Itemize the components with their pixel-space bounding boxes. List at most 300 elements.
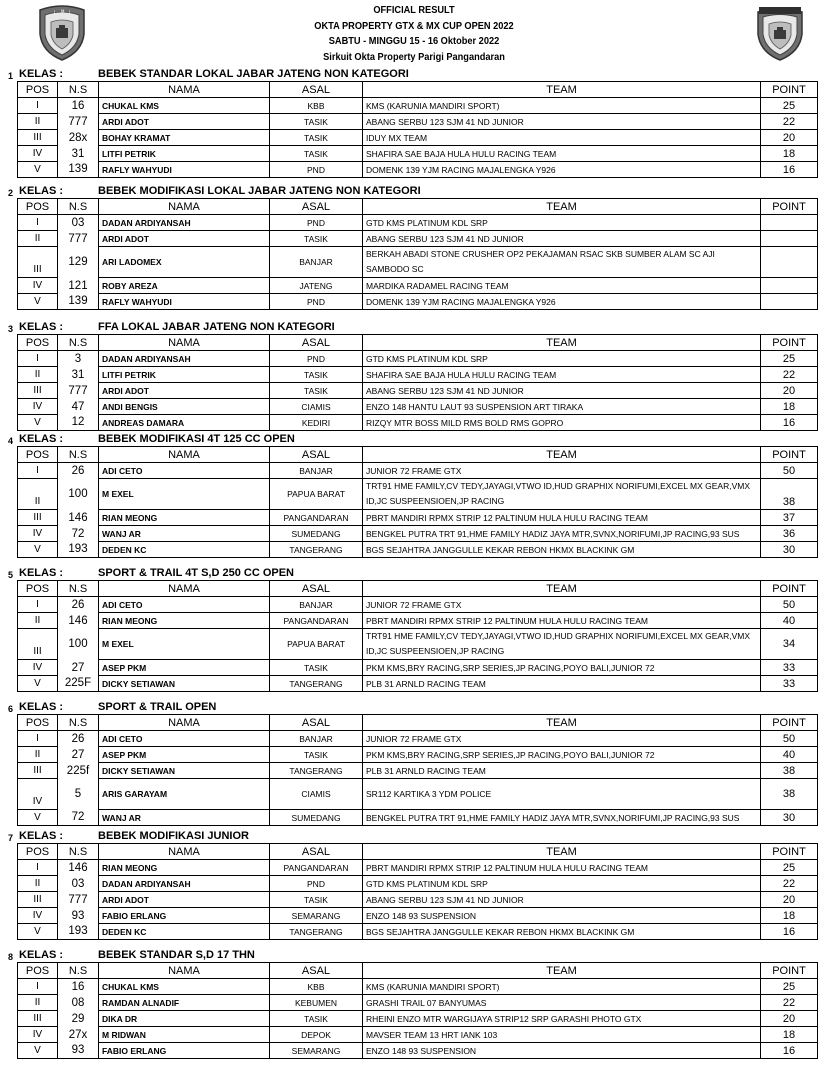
document-header (0, 0, 828, 66)
table-row (18, 979, 818, 995)
cell-team: GRASHI TRAIL 07 BANYUMAS (363, 995, 761, 1011)
column-header-asal: ASAL (270, 335, 363, 351)
cell-pos: II (18, 231, 58, 247)
column-header-ns: N.S (58, 447, 99, 463)
kelas-section (0, 566, 828, 692)
table-row (18, 660, 818, 676)
column-header-pos: POS (18, 581, 58, 597)
column-header-team: TEAM (363, 335, 761, 351)
results-table (17, 714, 818, 826)
cell-pos: III (18, 763, 58, 779)
cell-asal: TANGERANG (270, 676, 363, 692)
results-table (17, 198, 818, 310)
table-row (18, 542, 818, 558)
cell-pos: III (18, 1011, 58, 1027)
cell-point: 36 (761, 526, 818, 542)
cell-asal: PND (270, 162, 363, 178)
cell-nama: RAFLY WAHYUDI (99, 294, 270, 310)
table-row (18, 215, 818, 231)
cell-nama: LITFI PETRIK (99, 367, 270, 383)
cell-nama: ARDI ADOT (99, 383, 270, 399)
cell-pos: III (18, 383, 58, 399)
cell-ns: 777 (58, 892, 99, 908)
cell-nama: RIAN MEONG (99, 510, 270, 526)
cell-team: PBRT MANDIRI RPMX STRIP 12 PALTINUM HULA HULU RACING TEAM (363, 613, 761, 629)
kelas-number: 6 (8, 704, 14, 714)
document-titles (50, 3, 779, 65)
cell-asal: TASIK (270, 130, 363, 146)
cell-asal: PND (270, 876, 363, 892)
table-row (18, 763, 818, 779)
cell-team: SHAFIRA SAE BAJA HULA HULU RACING TEAM (363, 146, 761, 162)
cell-nama: WANJ AR (99, 526, 270, 542)
cell-team: BENGKEL PUTRA TRT 91,HME FAMILY HADIZ JAYA MTR,SVNX,NORIFUMI,JP RACING,93 SUS (363, 526, 761, 542)
svg-text:I: I (54, 10, 56, 15)
kelas-heading (0, 320, 828, 334)
cell-team: BENGKEL PUTRA TRT 91,HME FAMILY HADIZ JAYA MTR,SVNX,NORIFUMI,JP RACING,93 SUS (363, 810, 761, 826)
cell-team: RHEINI ENZO MTR WARGIJAYA STRIP12 SRP GARASHI PHOTO GTX (363, 1011, 761, 1027)
cell-point: 18 (761, 1027, 818, 1043)
cell-ns: 100 (58, 629, 99, 660)
kelas-label: KELAS : (19, 830, 63, 842)
cell-ns: 225f (58, 763, 99, 779)
table-row (18, 479, 818, 510)
cell-point: 16 (761, 924, 818, 940)
cell-asal: SEMARANG (270, 908, 363, 924)
cell-team: DOMENK 139 YJM RACING MAJALENGKA Y926 (363, 162, 761, 178)
column-header-asal: ASAL (270, 715, 363, 731)
cell-team: PKM KMS,BRY RACING,SRP SERIES,JP RACING,POYO BALI,JUNIOR 72 (363, 660, 761, 676)
cell-nama: FABIO ERLANG (99, 908, 270, 924)
cell-ns: 28x (58, 130, 99, 146)
cell-point: 40 (761, 613, 818, 629)
cell-point: 50 (761, 731, 818, 747)
column-header-pos: POS (18, 715, 58, 731)
kelas-heading (0, 948, 828, 962)
cell-asal: PANGANDARAN (270, 510, 363, 526)
cell-pos: I (18, 860, 58, 876)
cell-pos: III (18, 892, 58, 908)
table-row (18, 510, 818, 526)
table-row (18, 892, 818, 908)
cell-asal: KBB (270, 98, 363, 114)
cell-asal: PND (270, 215, 363, 231)
cell-asal: KBB (270, 979, 363, 995)
cell-point: 38 (761, 763, 818, 779)
column-header-nama: NAMA (99, 199, 270, 215)
cell-pos: I (18, 463, 58, 479)
kelas-number: 2 (8, 188, 14, 198)
table-row (18, 1027, 818, 1043)
cell-pos: II (18, 367, 58, 383)
cell-nama: ARDI ADOT (99, 114, 270, 130)
cell-ns: 31 (58, 367, 99, 383)
cell-team: PKM KMS,BRY RACING,SRP SERIES,JP RACING,POYO BALI,JUNIOR 72 (363, 747, 761, 763)
cell-asal: PND (270, 351, 363, 367)
cell-team: MAVSER TEAM 13 HRT IANK 103 (363, 1027, 761, 1043)
cell-nama: ASEP PKM (99, 660, 270, 676)
cell-pos: V (18, 924, 58, 940)
cell-pos: V (18, 1043, 58, 1059)
cell-ns: 03 (58, 215, 99, 231)
svg-text:I: I (69, 10, 71, 15)
title-event-name: OKTA PROPERTY GTX & MX CUP OPEN 2022 (314, 19, 514, 32)
column-header-asal: ASAL (270, 447, 363, 463)
cell-pos: I (18, 979, 58, 995)
column-header-team: TEAM (363, 715, 761, 731)
column-header-nama: NAMA (99, 447, 270, 463)
column-header-ns: N.S (58, 199, 99, 215)
table-row (18, 613, 818, 629)
column-header-pos: POS (18, 199, 58, 215)
kelas-section (0, 184, 828, 310)
cell-point: 25 (761, 979, 818, 995)
table-row (18, 1043, 818, 1059)
table-row (18, 247, 818, 278)
kelas-section (0, 829, 828, 940)
results-table (17, 962, 818, 1059)
cell-asal: TANGERANG (270, 924, 363, 940)
cell-point: 30 (761, 810, 818, 826)
cell-ns: 225F (58, 676, 99, 692)
cell-nama: DICKY SETIAWAN (99, 763, 270, 779)
table-row (18, 98, 818, 114)
cell-ns: 5 (58, 779, 99, 810)
kelas-label: KELAS : (19, 949, 63, 961)
cell-team: PBRT MANDIRI RPMX STRIP 12 PALTINUM HULA HULU RACING TEAM (363, 860, 761, 876)
cell-nama: ANDREAS DAMARA (99, 415, 270, 431)
cell-ns: 777 (58, 231, 99, 247)
cell-nama: DIKA DR (99, 1011, 270, 1027)
table-row (18, 463, 818, 479)
cell-point: 22 (761, 876, 818, 892)
column-header-nama: NAMA (99, 844, 270, 860)
cell-asal: TASIK (270, 383, 363, 399)
cell-team: PBRT MANDIRI RPMX STRIP 12 PALTINUM HULA HULU RACING TEAM (363, 510, 761, 526)
kelas-label: KELAS : (19, 567, 63, 579)
kelas-class-name: SPORT & TRAIL 4T S,D 250 CC OPEN (98, 567, 295, 579)
table-header-row (18, 199, 818, 215)
cell-point (761, 278, 818, 294)
kelas-section (0, 67, 828, 178)
cell-asal: TASIK (270, 146, 363, 162)
table-row (18, 908, 818, 924)
cell-point: 20 (761, 1011, 818, 1027)
cell-asal: TASIK (270, 1011, 363, 1027)
column-header-team: TEAM (363, 844, 761, 860)
kelas-class-name: BEBEK MODIFIKASI LOKAL JABAR JATENG NON KATEGORI (98, 185, 421, 197)
cell-nama: RAMDAN ALNADIF (99, 995, 270, 1011)
column-header-asal: ASAL (270, 82, 363, 98)
cell-ns: 193 (58, 542, 99, 558)
cell-pos: V (18, 676, 58, 692)
cell-nama: ASEP PKM (99, 747, 270, 763)
cell-ns: 03 (58, 876, 99, 892)
cell-pos: I (18, 597, 58, 613)
cell-asal: TASIK (270, 660, 363, 676)
cell-pos: II (18, 479, 58, 510)
column-header-point: POINT (761, 844, 818, 860)
cell-asal: PANGANDARAN (270, 613, 363, 629)
cell-team: GTD KMS PLATINUM KDL SRP (363, 876, 761, 892)
cell-pos: IV (18, 278, 58, 294)
cell-pos: III (18, 130, 58, 146)
cell-pos: IV (18, 526, 58, 542)
kelas-class-name: BEBEK STANDAR S,D 17 THN (98, 949, 255, 961)
table-row (18, 860, 818, 876)
cell-nama: ARDI ADOT (99, 892, 270, 908)
cell-pos: III (18, 629, 58, 660)
cell-asal: TASIK (270, 747, 363, 763)
cell-nama: BOHAY KRAMAT (99, 130, 270, 146)
cell-ns: 72 (58, 526, 99, 542)
cell-nama: LITFI PETRIK (99, 146, 270, 162)
cell-asal: KEBUMEN (270, 995, 363, 1011)
column-header-point: POINT (761, 715, 818, 731)
cell-ns: 26 (58, 597, 99, 613)
column-header-nama: NAMA (99, 715, 270, 731)
column-header-pos: POS (18, 447, 58, 463)
column-header-pos: POS (18, 335, 58, 351)
table-header-row (18, 581, 818, 597)
cell-team: GTD KMS PLATINUM KDL SRP (363, 351, 761, 367)
table-header-row (18, 447, 818, 463)
cell-nama: RIAN MEONG (99, 613, 270, 629)
kelas-label: KELAS : (19, 321, 63, 333)
kelas-label: KELAS : (19, 68, 63, 80)
cell-nama: ROBY AREZA (99, 278, 270, 294)
cell-ns: 16 (58, 98, 99, 114)
table-row (18, 278, 818, 294)
cell-nama: DEDEN KC (99, 924, 270, 940)
cell-asal: PANGANDARAN (270, 860, 363, 876)
table-row (18, 810, 818, 826)
cell-asal: PAPUA BARAT (270, 629, 363, 660)
cell-pos: I (18, 98, 58, 114)
table-header-row (18, 82, 818, 98)
column-header-nama: NAMA (99, 581, 270, 597)
column-header-ns: N.S (58, 963, 99, 979)
results-table (17, 334, 818, 431)
cell-point (761, 215, 818, 231)
kelas-heading (0, 700, 828, 714)
cell-nama: DEDEN KC (99, 542, 270, 558)
cell-asal: TASIK (270, 367, 363, 383)
cell-ns: 139 (58, 162, 99, 178)
cell-team: RIZQY MTR BOSS MILD RMS BOLD RMS GOPRO (363, 415, 761, 431)
table-row (18, 146, 818, 162)
cell-ns: 16 (58, 979, 99, 995)
cell-point: 16 (761, 415, 818, 431)
cell-team: MARDIKA RADAMEL RACING TEAM (363, 278, 761, 294)
cell-team: SHAFIRA SAE BAJA HULA HULU RACING TEAM (363, 367, 761, 383)
column-header-pos: POS (18, 844, 58, 860)
cell-pos: IV (18, 399, 58, 415)
cell-team: JUNIOR 72 FRAME GTX (363, 597, 761, 613)
table-row (18, 779, 818, 810)
cell-asal: BANJAR (270, 463, 363, 479)
table-row (18, 383, 818, 399)
kelas-label: KELAS : (19, 701, 63, 713)
column-header-team: TEAM (363, 447, 761, 463)
cell-nama: ARIS GARAYAM (99, 779, 270, 810)
kelas-heading (0, 67, 828, 81)
cell-nama: DADAN ARDIYANSAH (99, 215, 270, 231)
column-header-point: POINT (761, 335, 818, 351)
table-row (18, 415, 818, 431)
cell-team: ABANG SERBU 123 SJM 41 ND JUNIOR (363, 231, 761, 247)
cell-asal: PND (270, 294, 363, 310)
title-official-result: OFFICIAL RESULT (373, 4, 455, 16)
cell-point: 16 (761, 1043, 818, 1059)
cell-point: 16 (761, 162, 818, 178)
cell-point: 30 (761, 542, 818, 558)
table-row (18, 629, 818, 660)
column-header-point: POINT (761, 963, 818, 979)
cell-asal: TANGERANG (270, 763, 363, 779)
cell-point: 50 (761, 463, 818, 479)
cell-team: KMS (KARUNIA MANDIRI SPORT) (363, 979, 761, 995)
svg-text:M: M (61, 9, 65, 14)
cell-pos: III (18, 510, 58, 526)
kelas-number: 1 (8, 71, 14, 81)
cell-team: ENZO 148 93 SUSPENSION (363, 1043, 761, 1059)
kelas-number: 7 (8, 833, 14, 843)
cell-pos: I (18, 215, 58, 231)
cell-ns: 31 (58, 146, 99, 162)
cell-team: ABANG SERBU 123 SJM 41 ND JUNIOR (363, 114, 761, 130)
kelas-number: 4 (8, 436, 14, 446)
cell-ns: 27 (58, 660, 99, 676)
kelas-number: 3 (8, 324, 14, 334)
cell-pos: IV (18, 660, 58, 676)
cell-nama: DICKY SETIAWAN (99, 676, 270, 692)
cell-point: 40 (761, 747, 818, 763)
cell-point: 18 (761, 908, 818, 924)
cell-nama: RAFLY WAHYUDI (99, 162, 270, 178)
column-header-nama: NAMA (99, 963, 270, 979)
table-row (18, 876, 818, 892)
cell-ns: 3 (58, 351, 99, 367)
kelas-number: 8 (8, 952, 14, 962)
cell-ns: 29 (58, 1011, 99, 1027)
cell-point: 37 (761, 510, 818, 526)
cell-team: GTD KMS PLATINUM KDL SRP (363, 215, 761, 231)
cell-asal: CIAMIS (270, 779, 363, 810)
cell-ns: 193 (58, 924, 99, 940)
cell-team: IDUY MX TEAM (363, 130, 761, 146)
results-table (17, 843, 818, 940)
cell-asal: KEDIRI (270, 415, 363, 431)
cell-team: BGS SEJAHTRA JANGGULLE KEKAR REBON HKMX BLACKINK GM (363, 542, 761, 558)
cell-point (761, 231, 818, 247)
kelas-label: KELAS : (19, 433, 63, 445)
kelas-section (0, 948, 828, 1059)
table-row (18, 676, 818, 692)
cell-nama: M EXEL (99, 479, 270, 510)
column-header-nama: NAMA (99, 335, 270, 351)
column-header-point: POINT (761, 82, 818, 98)
cell-asal: JATENG (270, 278, 363, 294)
column-header-team: TEAM (363, 199, 761, 215)
cell-nama: DADAN ARDIYANSAH (99, 876, 270, 892)
cell-ns: 129 (58, 247, 99, 278)
cell-asal: TANGERANG (270, 542, 363, 558)
cell-nama: M EXEL (99, 629, 270, 660)
cell-nama: CHUKAL KMS (99, 98, 270, 114)
column-header-asal: ASAL (270, 581, 363, 597)
cell-asal: PAPUA BARAT (270, 479, 363, 510)
cell-pos: I (18, 731, 58, 747)
cell-point: 38 (761, 479, 818, 510)
cell-point: 50 (761, 597, 818, 613)
column-header-pos: POS (18, 963, 58, 979)
cell-point: 25 (761, 98, 818, 114)
table-row (18, 114, 818, 130)
table-header-row (18, 715, 818, 731)
cell-nama: CHUKAL KMS (99, 979, 270, 995)
cell-ns: 08 (58, 995, 99, 1011)
cell-asal: SEMARANG (270, 1043, 363, 1059)
cell-pos: III (18, 247, 58, 278)
cell-nama: ADI CETO (99, 463, 270, 479)
column-header-asal: ASAL (270, 844, 363, 860)
cell-point: 33 (761, 676, 818, 692)
cell-team: JUNIOR 72 FRAME GTX (363, 463, 761, 479)
table-row (18, 731, 818, 747)
cell-point: 20 (761, 383, 818, 399)
cell-point: 34 (761, 629, 818, 660)
table-header-row (18, 335, 818, 351)
cell-team: ENZO 148 HANTU LAUT 93 SUSPENSION ART TIRAKA (363, 399, 761, 415)
cell-point: 22 (761, 114, 818, 130)
kelas-class-name: BEBEK STANDAR LOKAL JABAR JATENG NON KATEGORI (98, 68, 409, 80)
cell-pos: V (18, 415, 58, 431)
column-header-team: TEAM (363, 82, 761, 98)
cell-team: DOMENK 139 YJM RACING MAJALENGKA Y926 (363, 294, 761, 310)
cell-point (761, 294, 818, 310)
cell-team: BGS SEJAHTRA JANGGULLE KEKAR REBON HKMX BLACKINK GM (363, 924, 761, 940)
cell-asal: BANJAR (270, 247, 363, 278)
column-header-point: POINT (761, 447, 818, 463)
cell-ns: 146 (58, 510, 99, 526)
kelas-heading (0, 829, 828, 843)
cell-team: TRT91 HME FAMILY,CV TEDY,JAYAGI,VTWO ID,HUD GRAPHIX NORIFUMI,EXCEL MX GEAR,VMX ID,JC SUSPEENSIOEN,JP RACING (363, 629, 761, 660)
cell-point: 18 (761, 146, 818, 162)
cell-ns: 26 (58, 463, 99, 479)
cell-pos: IV (18, 146, 58, 162)
cell-point: 25 (761, 351, 818, 367)
cell-ns: 27x (58, 1027, 99, 1043)
column-header-team: TEAM (363, 963, 761, 979)
table-row (18, 130, 818, 146)
column-header-ns: N.S (58, 82, 99, 98)
table-row (18, 597, 818, 613)
cell-nama: ARI LADOMEX (99, 247, 270, 278)
table-row (18, 1011, 818, 1027)
cell-point: 33 (761, 660, 818, 676)
cell-ns: 146 (58, 860, 99, 876)
table-header-row (18, 844, 818, 860)
column-header-asal: ASAL (270, 199, 363, 215)
cell-team: BERKAH ABADI STONE CRUSHER OP2 PEKAJAMAN RSAC SKB SUMBER ALAM SC AJI SAMBODO SC (363, 247, 761, 278)
cell-pos: II (18, 876, 58, 892)
kelas-heading (0, 184, 828, 198)
cell-team: PLB 31 ARNLD RACING TEAM (363, 676, 761, 692)
cell-nama: ANDI BENGIS (99, 399, 270, 415)
cell-pos: V (18, 294, 58, 310)
column-header-ns: N.S (58, 844, 99, 860)
